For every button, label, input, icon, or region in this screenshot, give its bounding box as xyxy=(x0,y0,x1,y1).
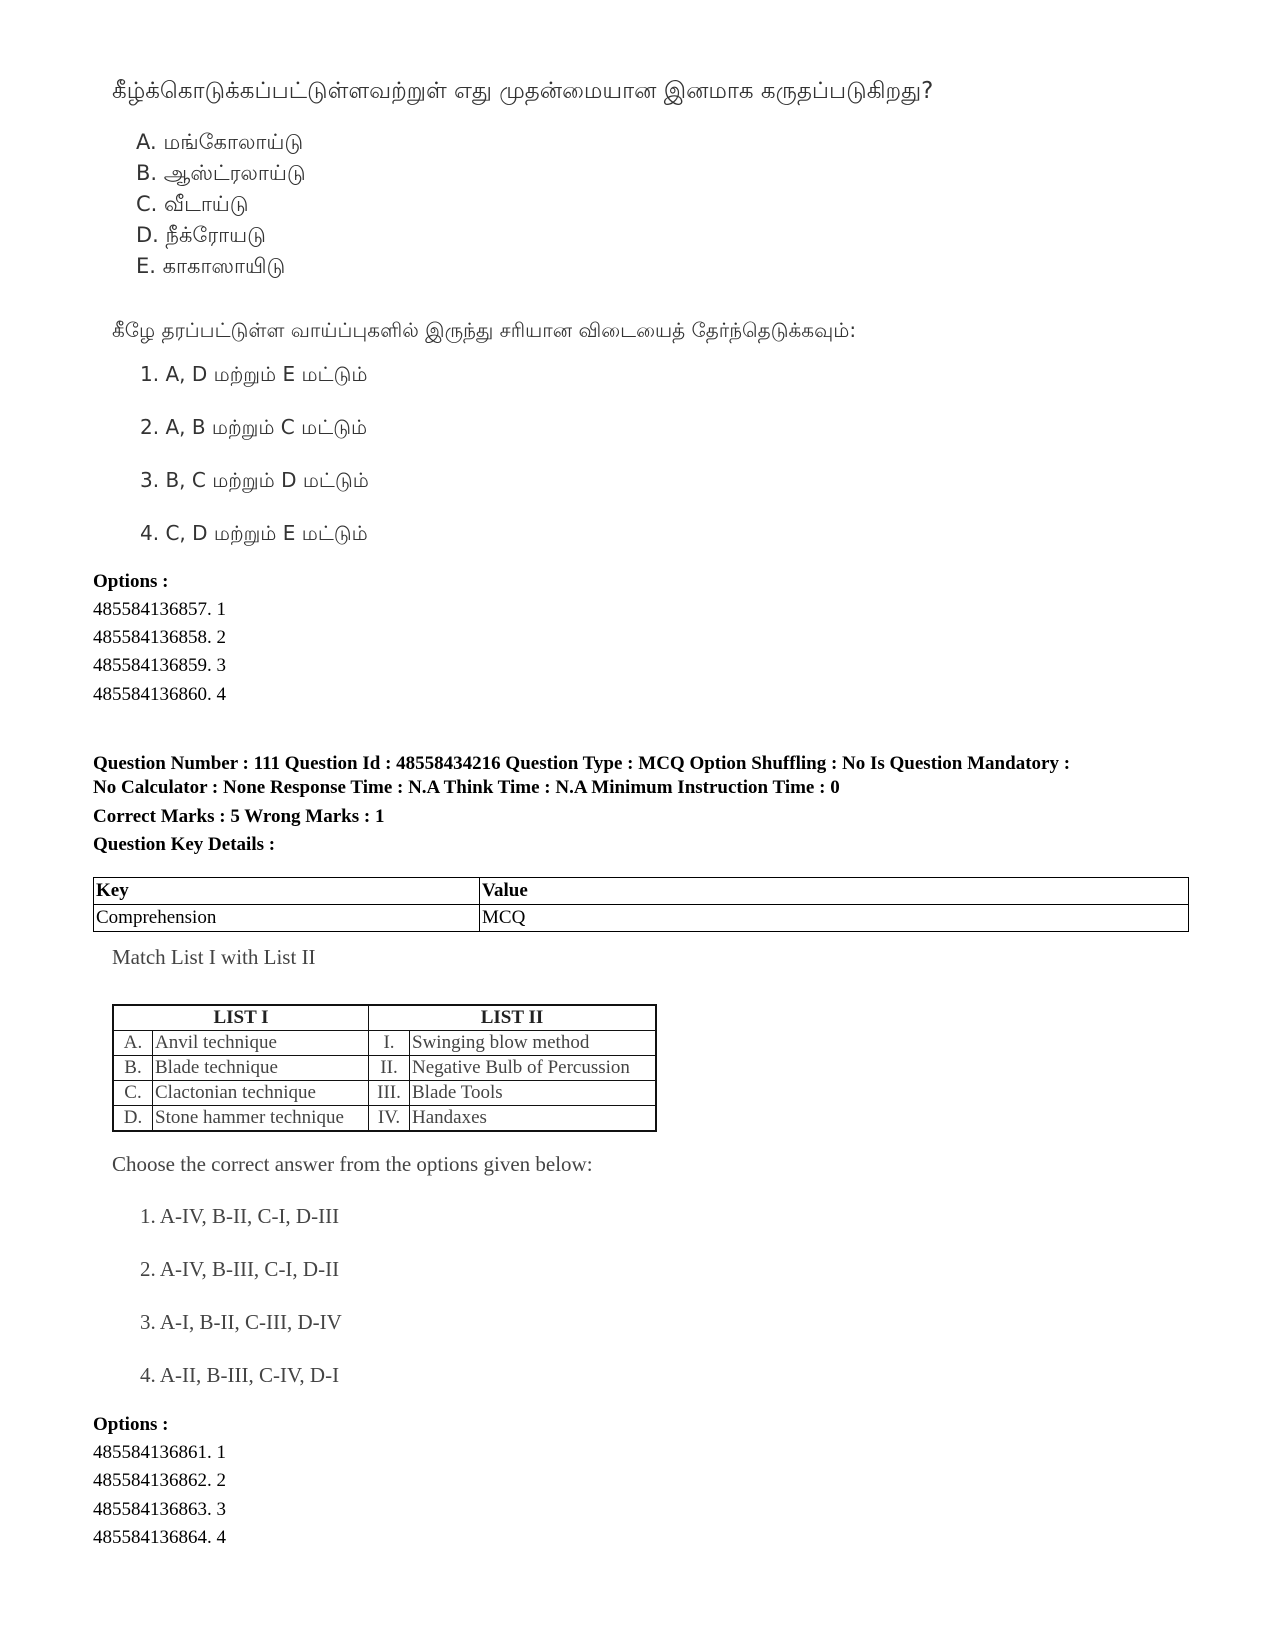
list1-item: Clactonian technique xyxy=(153,1081,369,1106)
list1-item: Anvil technique xyxy=(153,1031,369,1056)
table-row xyxy=(113,1031,656,1056)
list1-item: Stone hammer technique xyxy=(153,1106,369,1132)
table-row xyxy=(113,1106,656,1132)
list1-letter: B. xyxy=(113,1056,153,1081)
list2-item: Negative Bulb of Percussion xyxy=(410,1056,657,1081)
q1-option-3: 485584136859. 3 xyxy=(93,655,226,676)
key-header: Key xyxy=(94,878,480,905)
q2-meta-line2: No Calculator : None Response Time : N.A Think Time : N.A Minimum Instruction Time : 0 xyxy=(93,777,840,798)
match-header-row xyxy=(113,1005,656,1031)
q1-option-1: 485584136857. 1 xyxy=(93,599,226,620)
list2-item: Swinging blow method xyxy=(410,1031,657,1056)
list2-item: Handaxes xyxy=(410,1106,657,1132)
q2-option-3: 485584136863. 3 xyxy=(93,1499,226,1520)
q1-answer-2: 2. A, B மற்றும் C மட்டும் xyxy=(140,415,368,439)
list2-item: Blade Tools xyxy=(410,1081,657,1106)
list1-letter: D. xyxy=(113,1106,153,1132)
q1-item-e: E. காகாஸாயிடு xyxy=(136,254,286,278)
key-table-header xyxy=(94,878,1189,905)
q2-option-2: 485584136862. 2 xyxy=(93,1470,226,1491)
q2-meta-line1: Question Number : 111 Question Id : 48558434216 Question Type : MCQ Option Shuffling : No Is Question Mandatory : xyxy=(93,753,1071,774)
list1-item: Blade technique xyxy=(153,1056,369,1081)
q1-answer-1: 1. A, D மற்றும் E மட்டும் xyxy=(140,362,368,386)
q1-answer-4: 4. C, D மற்றும் E மட்டும் xyxy=(140,521,368,545)
q1-options-label: Options : xyxy=(93,571,169,592)
q2-marks: Correct Marks : 5 Wrong Marks : 1 xyxy=(93,806,385,827)
q2-options-label: Options : xyxy=(93,1414,169,1435)
q2-instruction: Choose the correct answer from the options given below: xyxy=(112,1152,593,1176)
list2-numeral: II. xyxy=(369,1056,410,1081)
q1-item-c: C. வீடாய்டு xyxy=(136,192,249,216)
value-cell: MCQ xyxy=(480,905,1189,932)
q2-option-4: 485584136864. 4 xyxy=(93,1527,226,1548)
table-row xyxy=(113,1081,656,1106)
q2-stem: Match List I with List II xyxy=(112,945,316,969)
list1-letter: A. xyxy=(113,1031,153,1056)
q1-answer-3: 3. B, C மற்றும் D மட்டும் xyxy=(140,468,369,492)
list1-letter: C. xyxy=(113,1081,153,1106)
q1-option-4: 485584136860. 4 xyxy=(93,684,226,705)
q2-key-details-label: Question Key Details : xyxy=(93,834,276,855)
q1-item-b: B. ஆஸ்ட்ரலாய்டு xyxy=(136,161,306,185)
q1-option-2: 485584136858. 2 xyxy=(93,627,226,648)
q2-answer-3: 3. A-I, B-II, C-III, D-IV xyxy=(140,1310,342,1334)
q2-option-1: 485584136861. 1 xyxy=(93,1442,226,1463)
key-details-table xyxy=(93,877,1189,932)
q2-answer-1: 1. A-IV, B-II, C-I, D-III xyxy=(140,1204,340,1228)
list2-numeral: III. xyxy=(369,1081,410,1106)
q1-item-d: D. நீக்ரோயடு xyxy=(136,223,266,247)
list1-header: LIST I xyxy=(113,1005,369,1031)
match-list-table xyxy=(112,1004,657,1132)
q1-question-text: கீழ்க்கொடுக்கப்பட்டுள்ளவற்றுள் எது முதன்மையான இனமாக கருதப்படுகிறது? xyxy=(112,78,934,104)
list2-numeral: IV. xyxy=(369,1106,410,1132)
table-row xyxy=(94,905,1189,932)
q1-instruction: கீழே தரப்பட்டுள்ள வாய்ப்புகளில் இருந்து சரியான விடையைத் தேர்ந்தெடுக்கவும்: xyxy=(112,318,857,342)
value-header: Value xyxy=(480,878,1189,905)
table-row xyxy=(113,1056,656,1081)
key-cell: Comprehension xyxy=(94,905,480,932)
list2-numeral: I. xyxy=(369,1031,410,1056)
list2-header: LIST II xyxy=(369,1005,657,1031)
q2-answer-2: 2. A-IV, B-III, C-I, D-II xyxy=(140,1257,340,1281)
q2-answer-4: 4. A-II, B-III, C-IV, D-I xyxy=(140,1363,340,1387)
q1-item-a: A. மங்கோலாய்டு xyxy=(136,130,304,154)
